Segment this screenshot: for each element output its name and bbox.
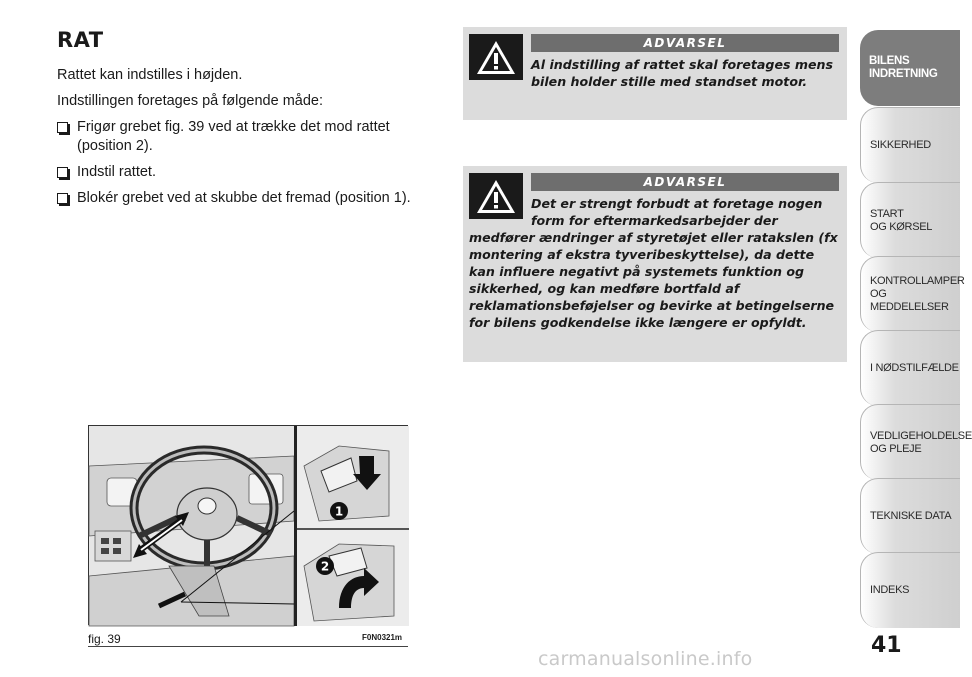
warning-box-1 (463, 27, 847, 120)
checkbox-bullet-icon (57, 193, 68, 204)
tab-vedligeholdelse[interactable]: VEDLIGEHOLDELSE OG PLEJE (860, 404, 960, 480)
list-item: Frigør grebet fig. 39 ved at trække det mod rattet (position 2). (57, 118, 447, 156)
tab-sikkerhed[interactable]: SIKKERHED (860, 107, 960, 183)
tab-tekniske-data[interactable]: TEKNISKE DATA (860, 478, 960, 554)
page-number: 41 (871, 633, 902, 658)
warning-triangle-icon (469, 173, 523, 219)
list-item: Indstil rattet. (57, 163, 447, 182)
intro-text: Rattet kan indstilles i højden. (57, 67, 243, 83)
steps-list (57, 118, 447, 208)
tab-indeks[interactable]: INDEKS (860, 552, 960, 628)
warning-box-2 (463, 166, 847, 362)
section-title: RAT (57, 28, 104, 52)
checkbox-bullet-icon (57, 167, 68, 178)
callout-2: 2 (320, 559, 330, 574)
list-item: Blokér grebet ved at skubbe det fremad (position 1). (57, 189, 447, 208)
callout-1: 1 (334, 504, 344, 519)
warning-triangle-icon (469, 34, 523, 80)
tab-bilens-indretning[interactable]: BILENS INDRETNING (860, 30, 960, 106)
figure-code: F0N0321m (362, 633, 403, 642)
steering-wheel-illustration (88, 425, 408, 625)
lead-text: Indstillingen foretages på følgende måde: (57, 93, 324, 109)
tab-kontrollamper[interactable]: KONTROLLAMPER OG MEDDELELSER (860, 256, 960, 332)
section-body (57, 66, 447, 215)
watermark-text: carmanualsonline.info (538, 648, 753, 670)
figure-rule (88, 646, 408, 647)
tab-start-og-korsel[interactable]: START OG KØRSEL (860, 182, 960, 258)
warning-text: Al indstilling af rattet skal foretages mens bilen holder stille med standset motor. (531, 57, 833, 89)
warning-text: Det er strengt forbudt at foretage nogen form for eftermarkedsarbejder der medfører ændringer af styretøjet eller ratakslen (fx montering af ekstra tyveribeskyttelse), da dette kan influere negativt på systemets funktion og sikkerhed, og kan medføre bortfald af reklamationsbeføjelser og bevirke at betingelserne for bilens godkendelse ikke længere er opfyldt. (469, 196, 838, 330)
warning-heading: ADVARSEL (531, 173, 839, 191)
figure-label: fig. 39 (88, 632, 121, 646)
warning-heading: ADVARSEL (531, 34, 839, 52)
checkbox-bullet-icon (57, 122, 68, 133)
tab-nodstilfaelde[interactable]: I NØDSTILFÆLDE (860, 330, 960, 406)
